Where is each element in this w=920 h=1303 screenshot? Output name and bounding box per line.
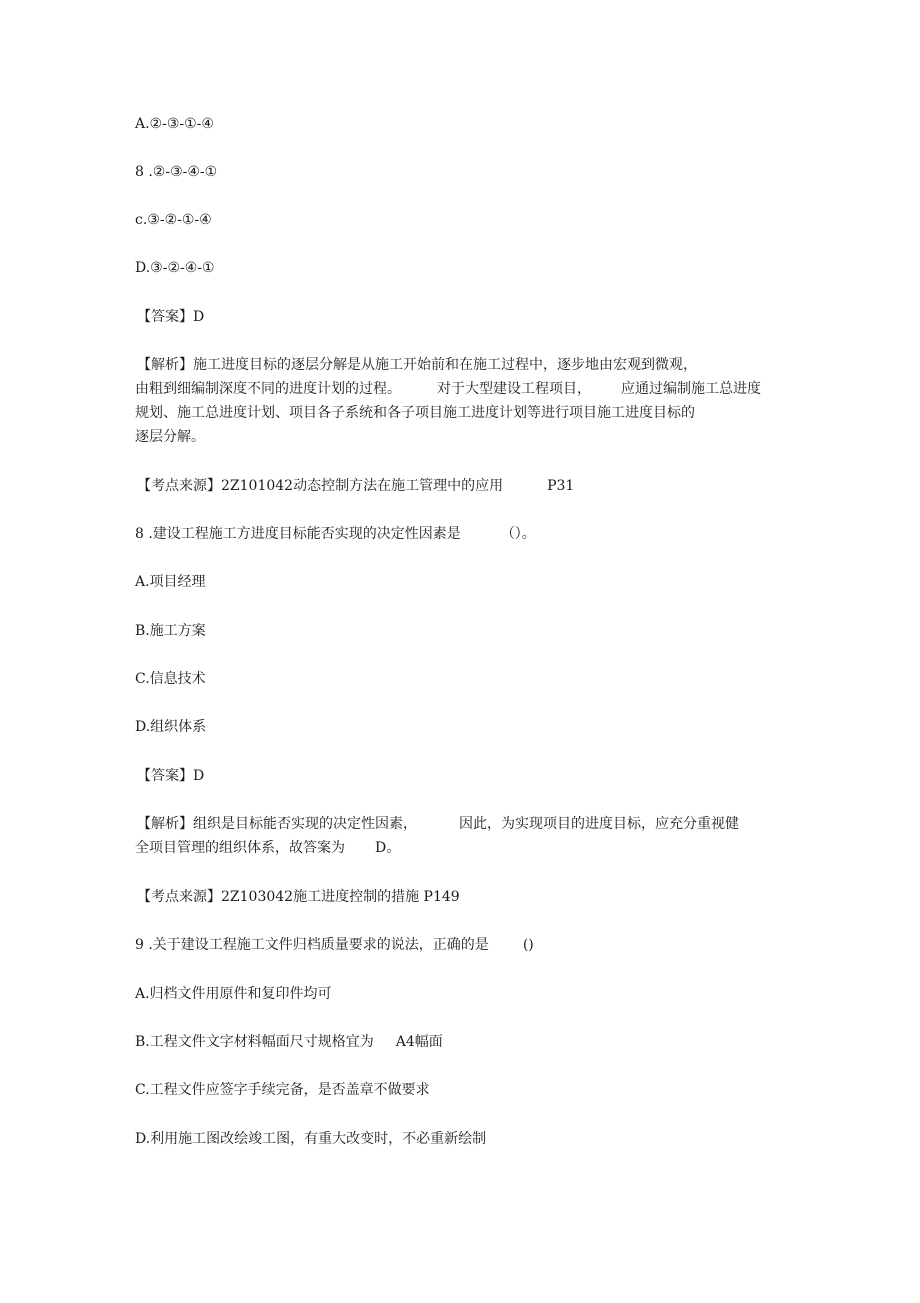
analysis-line (135, 378, 761, 400)
analysis-line: 逐层分解。 (135, 429, 205, 445)
option-c: C.工程文件应签字手续完备，是否盖章不做要求 (135, 1082, 430, 1098)
analysis-line (135, 837, 400, 859)
analysis-line: 【解析】施工进度目标的逐层分解是从施工开始前和在施工过程中，逐步地由宏观到微观， (137, 357, 697, 373)
option-a: A.归档文件用原件和复印件均可 (135, 986, 332, 1002)
option-d: D.③-②-④-① (135, 260, 215, 276)
question-blank: () (522, 937, 534, 953)
source-line: 【考点来源】2Z103042施工进度控制的措施 P149 (137, 889, 460, 905)
question-text: 8 .建设工程施工方进度目标能否实现的决定性因素是 (135, 526, 461, 542)
option-c: c.③-②-①-④ (135, 212, 212, 228)
option-d: D.组织体系 (135, 719, 207, 735)
option-d: D.利用施工图改绘竣工图，有重大改变时，不必重新绘制 (135, 1131, 487, 1147)
analysis-segment: D。 (375, 840, 401, 856)
analysis-segment: 因此，为实现项目的进度目标，应充分重视健 (459, 816, 739, 832)
option-text-tail: A4幅面 (395, 1034, 443, 1050)
analysis-segment: 【解析】组织是目标能否实现的决定性因素， (137, 816, 417, 832)
analysis-segment: 全项目管理的组织体系，故答案为 (135, 840, 345, 856)
source-text: 【考点来源】2Z101042动态控制方法在施工管理中的应用 (137, 478, 504, 494)
question-8 (135, 523, 536, 545)
question-blank: （）。 (500, 526, 536, 542)
option-text: B.工程文件文字材料幅面尺寸规格宜为 (135, 1034, 374, 1050)
option-b: B.施工方案 (135, 623, 206, 639)
answer: 【答案】D (137, 309, 205, 325)
option-a: A.项目经理 (135, 574, 206, 590)
analysis-line (137, 813, 739, 835)
analysis-segment: 应通过编制施工总进度 (621, 381, 761, 397)
source-line (137, 475, 574, 497)
option-b (135, 1031, 443, 1053)
option-c: C.信息技术 (135, 671, 206, 687)
analysis-line: 规划、施工总进度计划、项目各子系统和各子项目施工进度计划等进行项目施工进度目标的 (135, 405, 695, 421)
analysis-segment: 由粗到细编制深度不同的进度计划的过程。 (135, 381, 401, 397)
source-page: P31 (547, 478, 575, 494)
option-b: 8 .②-③-④-① (135, 164, 218, 180)
analysis-segment: 对于大型建设工程项目， (437, 381, 591, 397)
question-text: 9 .关于建设工程施工文件归档质量要求的说法，正确的是 (135, 937, 489, 953)
question-9 (135, 934, 534, 956)
answer: 【答案】D (137, 768, 205, 784)
option-a: A.②-③-①-④ (135, 116, 214, 132)
